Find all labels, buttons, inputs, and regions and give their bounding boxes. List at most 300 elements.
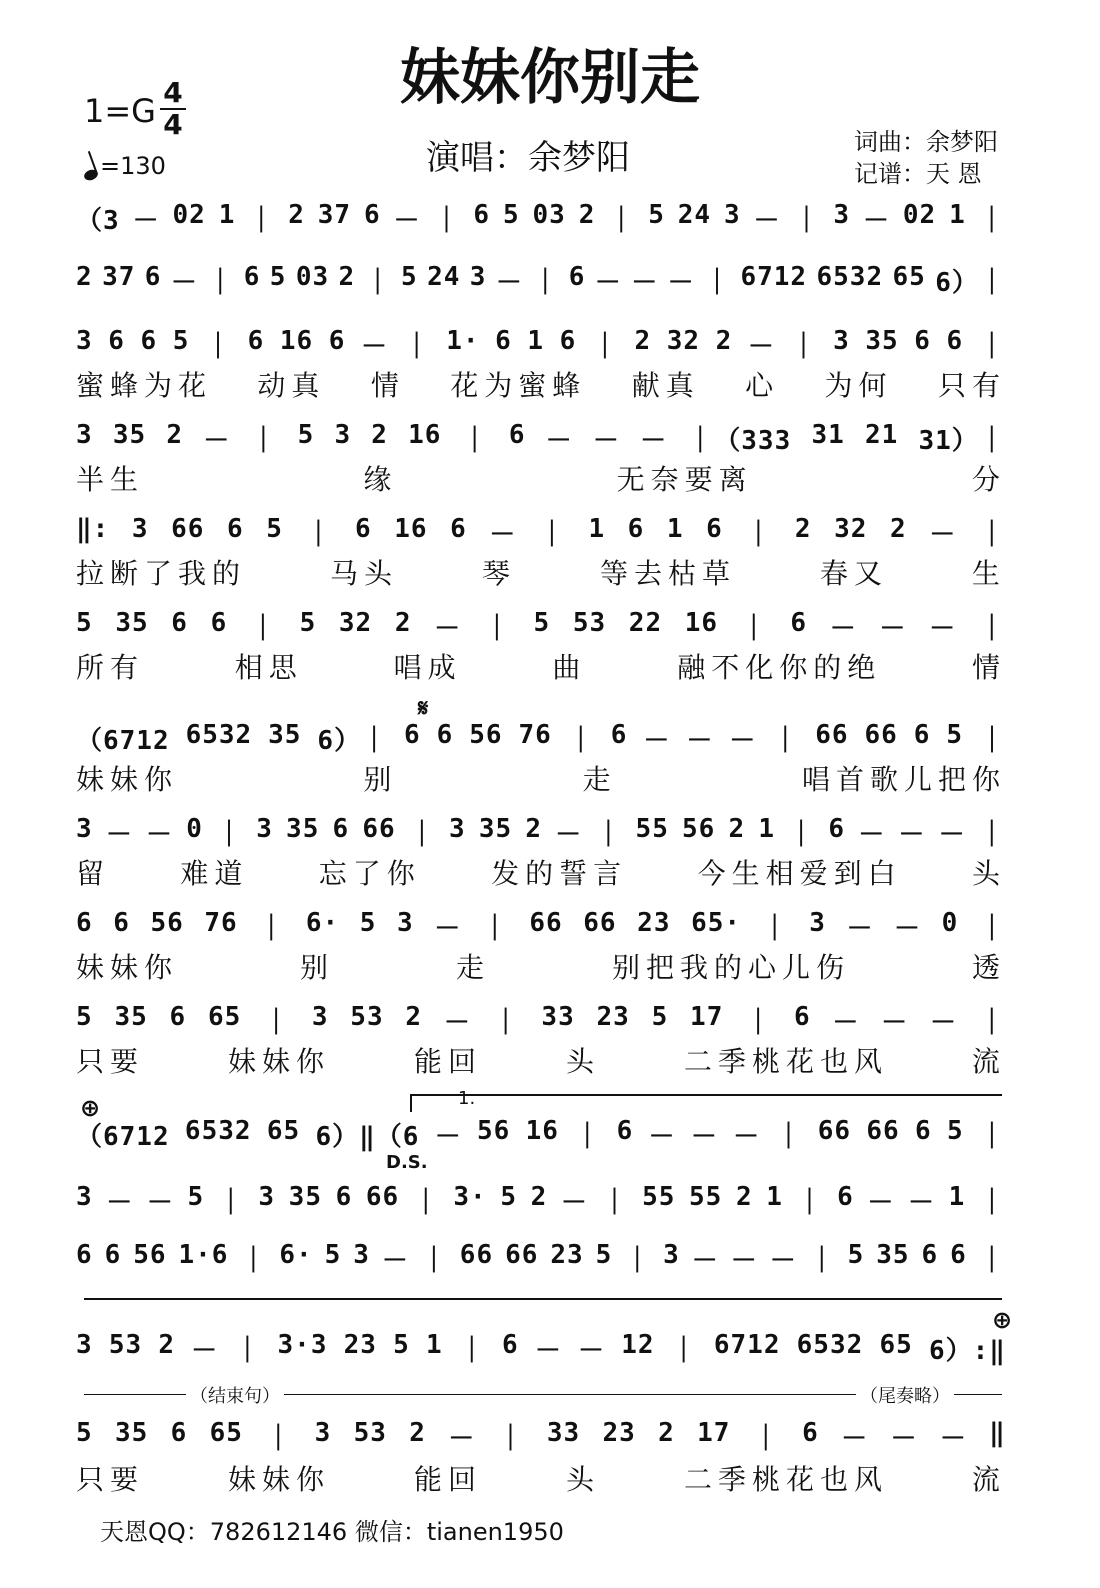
note-token: 6）｜	[935, 268, 1006, 298]
lyric-token: 所有	[76, 651, 145, 684]
notes	[76, 1002, 1006, 1039]
note-token: ｜	[234, 1336, 262, 1366]
note-token: －	[560, 1188, 588, 1218]
note-token: 2	[338, 262, 356, 292]
lyric-token: 情	[971, 651, 1006, 684]
note-token: 3	[311, 1002, 329, 1032]
quarter-note-icon	[83, 168, 100, 182]
note-token: 6	[914, 1116, 932, 1146]
note-token: ｜	[978, 520, 1006, 550]
score-row-9	[76, 908, 1006, 984]
lyric-token: 为何	[824, 369, 893, 402]
note-token: －	[648, 1122, 676, 1152]
lyric-token: 只有	[937, 369, 1006, 402]
time-signature-bottom: 4	[160, 108, 186, 140]
note-token: ｜	[775, 1122, 803, 1152]
note-token: 56	[477, 1116, 511, 1146]
note-token: 6	[501, 1330, 519, 1360]
note-token: 66	[583, 908, 617, 938]
note-token: 6	[243, 262, 261, 292]
singer-label: 演唱：余梦阳	[426, 138, 630, 178]
lyric-token: 别把我的心儿伤	[611, 951, 850, 984]
note-token: －	[640, 426, 668, 456]
note-token: －	[381, 1246, 409, 1276]
lyrics-music-credit: 词曲：余梦阳	[854, 128, 998, 156]
note-token: －	[881, 1008, 909, 1038]
note-token: 37	[317, 200, 352, 230]
lyric-token: 流	[971, 1463, 1006, 1496]
note-token: 3	[723, 200, 741, 230]
lyric-token: 生	[971, 557, 1006, 590]
note-token: 6532	[816, 262, 884, 292]
note-token: ｜	[978, 914, 1006, 944]
note-token: 5	[269, 262, 287, 292]
note-token: －	[578, 1336, 606, 1366]
note-token: 2	[409, 1418, 426, 1448]
note-token: 5	[847, 1240, 865, 1270]
note-token: 5	[297, 420, 315, 450]
note-token: 2	[634, 326, 652, 356]
note-token: 6	[559, 326, 577, 356]
note-token: 16	[279, 326, 314, 356]
note-token: 55	[635, 814, 669, 844]
footer-contact: 天恩QQ：782612146 微信：tianen1950	[100, 1518, 564, 1546]
note-token: 6712	[740, 262, 808, 292]
lyric-token: 缘	[363, 463, 398, 496]
note-token: 3	[396, 908, 414, 938]
note-token: 65	[879, 1330, 913, 1360]
note-token: －	[730, 1246, 758, 1276]
notes	[76, 814, 1006, 851]
note-token: －	[898, 820, 926, 850]
note-token: 3·	[453, 1182, 487, 1212]
note-token: ｜	[978, 1122, 1006, 1152]
note-token: 6	[335, 1182, 353, 1212]
note-token: 65	[207, 1002, 242, 1032]
score-row-10	[76, 1002, 1006, 1078]
score-row-8	[76, 814, 1006, 890]
lyric-token: 二季桃花也风	[683, 1045, 888, 1078]
note-token: 2	[735, 1182, 753, 1212]
note-token: 1	[527, 326, 545, 356]
note-token: 5	[299, 608, 317, 638]
note-token: 6	[354, 514, 372, 544]
note-token: －	[631, 268, 659, 298]
note-token: 65	[209, 1418, 243, 1448]
note-token: ｜	[608, 206, 636, 236]
note-token: 6	[247, 326, 265, 356]
note-token: －	[769, 1246, 797, 1276]
note-token: 3	[76, 814, 93, 844]
lyric-token: 头	[971, 857, 1006, 890]
note-token: 2	[76, 262, 93, 292]
note-token: 23	[637, 908, 671, 938]
note-token: 3	[258, 1182, 276, 1212]
lyric-token: 妹妹你	[76, 763, 179, 796]
notes	[76, 326, 1006, 363]
note-token: －	[592, 426, 620, 456]
outro-label: （尾奏略）	[856, 1382, 954, 1408]
notes	[76, 1182, 1006, 1219]
note-token: ｜	[595, 820, 623, 850]
note-token: ｜	[263, 1008, 291, 1038]
lyrics	[76, 458, 1006, 498]
note-token: －	[753, 206, 781, 236]
note-token: －	[443, 1008, 471, 1038]
note-token: ｜	[408, 820, 436, 850]
note-token: ｜	[216, 820, 244, 850]
note-token: 5	[946, 720, 964, 750]
note-token: 6	[610, 720, 628, 750]
score-row-12	[76, 1182, 1006, 1222]
note-token: 3	[76, 1182, 93, 1212]
note-token: 6	[921, 1240, 939, 1270]
note-token: －	[867, 1188, 895, 1218]
note-token: 5	[946, 1116, 964, 1146]
note-token: 6	[950, 1240, 967, 1270]
lyric-token: 别	[363, 763, 398, 796]
note-token: 1	[949, 200, 966, 230]
note-token: 23	[596, 1002, 630, 1032]
note-token: 2	[728, 814, 746, 844]
lyrics	[76, 364, 1006, 404]
note-token: －	[146, 1188, 174, 1218]
note-token: 0	[186, 814, 203, 844]
note-token: 5	[500, 1182, 517, 1212]
score-row-7	[76, 720, 1006, 796]
note-token: 02	[902, 200, 937, 230]
lyric-token: 献真	[631, 369, 700, 402]
note-token: 1	[758, 814, 775, 844]
note-token: 66	[529, 908, 563, 938]
lyrics	[76, 1458, 1006, 1498]
note-token: －	[643, 726, 671, 756]
note-token: －	[555, 820, 583, 850]
notes	[76, 262, 1006, 299]
lyric-token: 走	[582, 763, 617, 796]
note-token: －	[146, 820, 174, 850]
note-token: ｜	[240, 1246, 268, 1276]
note-token: 66	[817, 1116, 852, 1146]
lyrics	[76, 758, 1006, 798]
note-token: 6	[332, 814, 350, 844]
note-token: 37	[102, 262, 136, 292]
score-row-2	[76, 262, 1006, 302]
note-token: ｜	[772, 726, 800, 756]
note-token: ｜	[249, 614, 277, 644]
note-token: 6·	[305, 908, 340, 938]
lyric-token: 情	[370, 369, 405, 402]
note-token: ｜	[788, 820, 816, 850]
note-token: ｜	[978, 820, 1006, 850]
note-token: －	[858, 820, 886, 850]
note-token: 33	[541, 1002, 575, 1032]
note-token: 5	[76, 1418, 93, 1448]
note-token: 6	[170, 1418, 188, 1448]
note-token: －	[393, 206, 421, 236]
note-token: 5	[651, 1002, 669, 1032]
note-token: ｜	[796, 1188, 824, 1218]
note-token: 3	[76, 1330, 93, 1360]
note-token: ｜	[248, 206, 276, 236]
note-token: 65	[266, 1116, 301, 1146]
note-token: －	[434, 1122, 462, 1152]
note-token: 17	[697, 1418, 731, 1448]
lyric-token: 动真	[257, 369, 326, 402]
note-token: 6	[616, 1116, 634, 1146]
note-token: 3	[809, 908, 826, 938]
lyric-token: 头	[565, 1045, 600, 1078]
note-token: －	[890, 1424, 918, 1454]
notes	[76, 608, 1006, 645]
note-token: －	[534, 1336, 562, 1366]
note-token: 6	[627, 514, 645, 544]
note-token: 2	[530, 1182, 548, 1212]
note-token: ｜	[978, 726, 1006, 756]
note-token: 32	[834, 514, 868, 544]
ending-bracket-line	[84, 1298, 1002, 1300]
note-token: 3	[663, 1240, 680, 1270]
note-token: 23	[550, 1240, 584, 1270]
tempo-marking	[84, 152, 166, 180]
note-token: －	[686, 726, 714, 756]
note-token: ｜	[978, 332, 1006, 362]
lyric-token: 半生	[76, 463, 145, 496]
note-token: －	[690, 1122, 718, 1152]
note-token: 6	[914, 326, 931, 356]
note-token: ｜（333	[687, 426, 792, 456]
note-token: 35	[114, 1418, 149, 1448]
note-token: 53	[353, 1418, 387, 1448]
note-token: 0	[941, 908, 959, 938]
note-token: ｜	[412, 1188, 440, 1218]
note-token: 2	[578, 200, 596, 230]
note-token: 5	[533, 608, 551, 638]
note-token: －	[191, 1336, 219, 1366]
notes	[76, 1418, 1006, 1455]
note-token: 2	[288, 200, 305, 230]
note-token: 6	[113, 908, 130, 938]
note-token: ｜	[458, 1336, 486, 1366]
note-token: 56	[469, 720, 503, 750]
note-token: 2	[715, 326, 733, 356]
note-token: 35	[286, 814, 320, 844]
notes	[76, 200, 1006, 237]
note-token: ｜	[745, 1008, 773, 1038]
credits	[854, 126, 998, 190]
note-token: 5	[324, 1240, 342, 1270]
note-token: ｜	[601, 1188, 629, 1218]
note-token: 2	[405, 1002, 423, 1032]
note-token: 56	[682, 814, 716, 844]
note-token: 1	[588, 514, 606, 544]
note-token: ｜	[492, 1008, 520, 1038]
note-token: －	[495, 268, 523, 298]
note-token: 16	[394, 514, 428, 544]
score-row-4	[76, 420, 1006, 496]
note-token: 76	[204, 908, 238, 938]
score-row-13	[76, 1240, 1006, 1280]
note-token: 6	[210, 608, 228, 638]
note-token: 3	[131, 514, 149, 544]
note-token: 3·3	[277, 1330, 328, 1360]
note-token: 5	[648, 200, 665, 230]
note-token: －	[489, 520, 517, 550]
note-token: 66	[505, 1240, 539, 1270]
note-token: 3	[334, 420, 352, 450]
note-token: 5	[187, 1182, 205, 1212]
note-token: 6	[706, 514, 723, 544]
note-token: 35	[115, 608, 149, 638]
note-token: 2	[794, 514, 812, 544]
note-token: －	[105, 820, 133, 850]
note-token: 6	[108, 326, 125, 356]
volta-bracket	[410, 1094, 1002, 1096]
note-token: 3	[76, 326, 93, 356]
note-token: 6	[404, 720, 421, 750]
lyric-token: 难道	[180, 857, 249, 890]
lyrics	[76, 646, 1006, 686]
note-token: －	[434, 914, 462, 944]
lyric-token: 能回	[413, 1463, 482, 1496]
note-token: 66	[815, 720, 849, 750]
note-token: 12	[621, 1330, 655, 1360]
note-token: －	[132, 206, 160, 236]
note-token: ｜	[250, 426, 278, 456]
note-token: 3	[449, 814, 466, 844]
note-token: －	[106, 1188, 134, 1218]
note-token: ｜	[978, 1008, 1006, 1038]
note-token: ｜	[704, 268, 732, 298]
note-token: ｜	[497, 1424, 525, 1454]
note-token: 2	[525, 814, 542, 844]
score-row-1	[76, 200, 1006, 240]
note-token: 53	[350, 1002, 384, 1032]
note-token: －	[747, 332, 775, 362]
note-token: （6712	[76, 1122, 170, 1152]
note-token: 23	[343, 1330, 377, 1360]
note-token: 3	[833, 200, 851, 230]
note-token: 65·	[691, 908, 742, 938]
note-token: 3	[314, 1418, 332, 1448]
note-token: 53	[108, 1330, 143, 1360]
note-token: 56	[150, 908, 184, 938]
note-token: 32	[338, 608, 373, 638]
note-token: ｜	[624, 1246, 652, 1276]
note-token: ｜	[364, 268, 392, 298]
note-token: 35	[876, 1240, 910, 1270]
note-token: 16	[408, 420, 442, 450]
notes	[76, 514, 1006, 551]
note-token: 6	[76, 908, 93, 938]
lyric-token: 唱首歌儿把你	[801, 763, 1006, 796]
note-token: 3	[469, 262, 487, 292]
note-token: ‖:	[76, 514, 110, 544]
note-token: 6	[169, 1002, 187, 1032]
note-token: －	[846, 914, 874, 944]
note-token: －	[832, 1008, 860, 1038]
note-token: 6）｜	[317, 726, 389, 756]
note-token: 1	[766, 1182, 783, 1212]
note-token: 31	[811, 420, 845, 450]
note-token: ｜	[978, 614, 1006, 644]
note-token: 1·	[446, 326, 480, 356]
lyric-token: 马头	[329, 557, 398, 590]
note-token: 6	[140, 326, 158, 356]
note-token: 5	[172, 326, 190, 356]
note-token: ｜	[740, 614, 768, 644]
score-row-15	[76, 1418, 1006, 1496]
lyric-token: 春又	[819, 557, 888, 590]
note-token: －	[667, 268, 695, 298]
lyric-token: 融不化你的绝	[677, 651, 882, 684]
note-token: －	[938, 820, 966, 850]
notes	[76, 420, 1006, 457]
note-token: 6	[802, 1418, 819, 1448]
note-token: 53	[572, 608, 607, 638]
lyric-token: 无奈要离	[616, 463, 753, 496]
note-token: 3	[353, 1240, 370, 1270]
lyric-token: 二季桃花也风	[683, 1463, 888, 1496]
note-token: ｜	[790, 332, 818, 362]
note-token: ｜	[217, 1188, 245, 1218]
note-token: －	[361, 332, 389, 362]
lyric-token: 只要	[76, 1045, 145, 1078]
note-token: 21	[864, 420, 899, 450]
note-token: ｜	[481, 914, 509, 944]
note-token: 6	[450, 514, 467, 544]
note-token: 2	[371, 420, 388, 450]
lyric-token: 琴	[481, 557, 516, 590]
lyrics	[76, 1040, 1006, 1080]
lyric-token: 分	[971, 463, 1006, 496]
lyric-token: 忘了你	[318, 857, 421, 890]
note-token: 6	[473, 200, 491, 230]
note-token: 66	[459, 1240, 494, 1270]
score-row-14	[76, 1330, 1006, 1370]
note-token: 6	[495, 326, 512, 356]
note-token: 2	[394, 608, 412, 638]
note-token: 2	[158, 1330, 175, 1360]
note-token: 6·	[279, 1240, 313, 1270]
lyric-token: 发的誓言	[491, 857, 628, 890]
note-token: 24	[427, 262, 461, 292]
note-token: 16	[684, 608, 719, 638]
note-token: ‖	[989, 1418, 1006, 1448]
note-token: －	[170, 268, 198, 298]
time-signature	[160, 78, 186, 140]
lyric-token: 花为蜜蜂	[450, 369, 587, 402]
note-token: 32	[666, 326, 701, 356]
note-token: 66	[171, 514, 205, 544]
note-token: 6	[828, 814, 846, 844]
lyric-token: 透	[971, 951, 1006, 984]
note-token: 35	[865, 326, 899, 356]
note-token: 6532	[184, 1116, 252, 1146]
lyric-token: 妹妹你	[227, 1463, 330, 1496]
lyric-token: 妹妹你	[227, 1045, 330, 1078]
score-row-11	[76, 1116, 1006, 1156]
note-token: ｜	[567, 726, 595, 756]
note-token: 35	[478, 814, 513, 844]
note-token: ｜	[205, 332, 233, 362]
lyric-token: 妹妹你	[76, 951, 179, 984]
note-token: ｜	[265, 1424, 293, 1454]
note-token: 16	[525, 1116, 559, 1146]
lyric-token: 流	[971, 1045, 1006, 1078]
note-token: 31）｜	[918, 426, 1006, 456]
note-token: －	[929, 614, 957, 644]
